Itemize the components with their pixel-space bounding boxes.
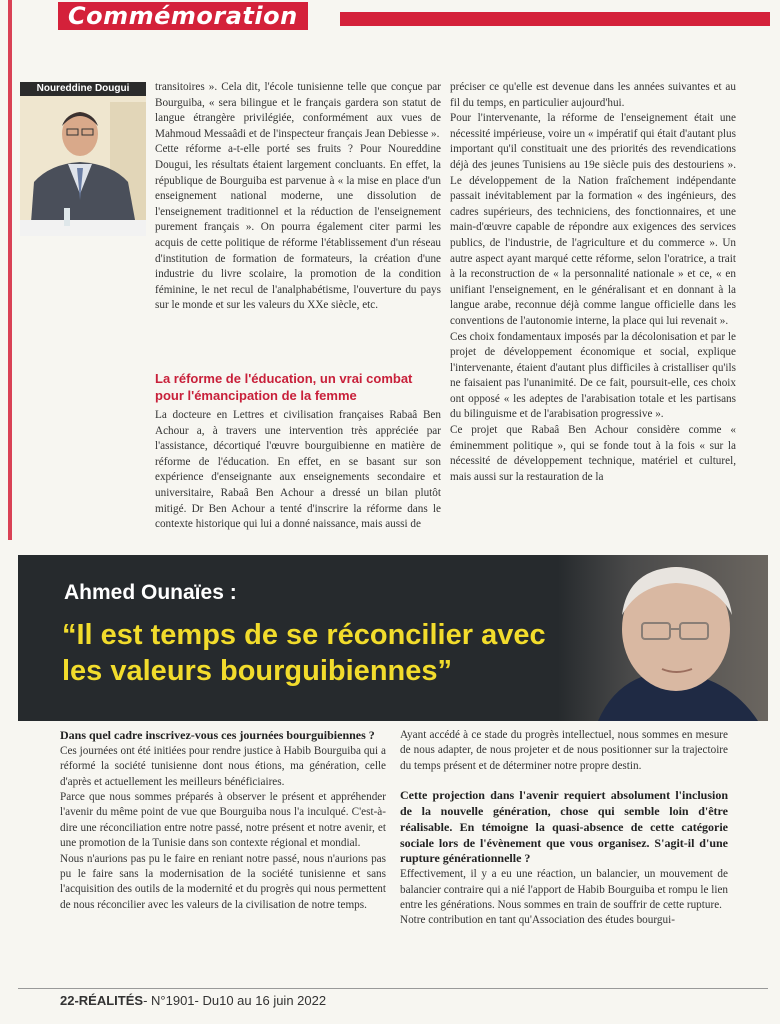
footer-rule [18, 988, 768, 989]
answer-paragraph: Effectivement, il y a eu une réaction, un balancier, un mouvement de balancier contraire qui a nié l'apport de Habib Bourguiba et rompu le lien entre les générations. Nous sommes en train de souffrir de cette rupture. [400, 868, 728, 912]
question: Dans quel cadre inscrivez-vous ces journées bourguibiennes ? [60, 728, 375, 742]
photo-caption: Noureddine Dougui [20, 82, 146, 96]
paragraph: Ces choix fondamentaux imposés par la décolonisation et par le projet de développement économique et social, explique l'intervenante, étaient d'autant plus difficiles à cristalliser qu'ils ne faisaient pas l'unanimité. De ce fait, poursuit-elle, ces choix ont opposé « les adeptes de l'arabisation totale et les partisans du bilinguisme et de l'arabisation progressive ». [450, 330, 736, 421]
page-number: 22- [60, 993, 79, 1008]
question: Cette projection dans l'avenir requiert absolument l'inclusion de la nouvelle génération, chose qui semble loin d'être réalisable. En témoigne la quasi-absence de cette catégorie sociale lors de l'évènement que vous organisez. S'agit-il d'une rupture générationnelle ? [400, 788, 728, 866]
paragraph: préciser ce qu'elle est devenue dans les années suivantes et au fil du temps, en particulier aujourd'hui. [450, 81, 736, 109]
speaker-photo [20, 82, 146, 236]
header-red-rule [340, 12, 770, 26]
magazine-name: RÉALITÉS [78, 993, 144, 1008]
interview-banner [18, 555, 768, 721]
article-column-1 [155, 80, 441, 314]
answer-paragraph: Notre contribution en tant qu'Association des études bourgui- [400, 914, 675, 927]
article-column-1-continued [155, 408, 441, 533]
speaker-photo-image [20, 82, 146, 236]
article-column-2 [450, 80, 736, 485]
issue-info: - N°1901- Du10 au 16 juin 2022 [143, 993, 327, 1008]
answer-paragraph: Nous n'aurions pas pu le faire en reniant notre passé, nous n'aurions pas pu le faire sans la modernisation de la société tunisienne et sans l'acquisition des outils de la modernité et du progrès qui nous permettent de nous réconcilier avec les valeurs de la civilisation de notre temps. [60, 852, 386, 911]
paragraph: transitoires ». Cela dit, l'école tunisienne telle que conçue par Bourguiba, « sera bilingue et le français gardera son statut de langue étrangère privilégiée, conformément aux vues de Mahmoud Messaâdi et de l'inspecteur français Jean Debiesse ». [155, 81, 441, 140]
left-margin-rule [8, 0, 12, 540]
paragraph: Cette réforme a-t-elle porté ses fruits ? Pour Noureddine Dougui, les résultats étaient largement concluants. En effet, la république de Bourguiba est parvenue à « la mise en place d'un enseignement national moderne, une dissolution de l'enseignement traditionnel et la réduction de l'enseignement purement français ». On pourra également citer parmi les acquis de cette politique de réforme l'établissement d'un réseau d'institution de formation de formateurs, la création d'une industrie du livre scolaire, la promotion de la condition féminine, le net recul de l'analphabétisme, l'ouverture du pays sur le monde et sur les valeurs du XXe siècle, etc. [155, 143, 441, 312]
subheading: La réforme de l'éducation, un vrai combat pour l'émancipation de la femme [155, 371, 413, 403]
headline-quote: “Il est temps de se réconcilier avec les valeurs bourguibiennes” [62, 619, 546, 687]
paragraph: Pour l'intervenante, la réforme de l'enseignement était une nécessité impérieuse, voire un « impératif qui était d'autant plus important qu'il constituait une des priorités des revendications déjà des jeunes Tunisiens au 19e siècle puis des destouriens ». Le développement de la Nation fraîchement indépendante passait inévitablement par la formation « des ingénieurs, des cadres supérieurs, des techniciens, des fonctionnaires, et une main-d'œuvre capable de répondre aux exigences des services publics, de l'industrie, de l'agriculture et du commerce ». Un autre aspect ayant marqué cette réforme, selon l'oratrice, a trait à la reconstruction de « la personnalité nationale » et ce, « en unifiant l'enseignement, en le généralisant et en donnant à la langue arabe, reconnue déjà comme langue officielle dans les conventions de l'autonomie interne, la place qui lui revenait ». [450, 112, 736, 327]
paragraph: La docteure en Lettres et civilisation françaises Rabaâ Ben Achour a, à travers une intervention très appréciée par l'assistance, décortiqué l'œuvre bourguibienne en matière de réforme de l'éducation. En effet, en se basant sur son expérience d'enseignante aux enseignements secondaire et universitaire, Rabaâ Ben Achour a dressé un bilan plutôt mitigé. Dr Ben Achour a tenté d'inscrire la réforme dans le contexte historique qui lui a donné naissance, mais aussi de [155, 409, 441, 531]
interview-column-right [400, 728, 728, 929]
interviewee-portrait [558, 555, 768, 721]
interview-column-left [60, 728, 386, 913]
answer-paragraph: Ayant accédé à ce stade du progrès intellectuel, nous sommes en mesure de nous adapter, de nous projeter et de nous positionner sur la trajectoire du temps présent et de déterminer notre propre destin. [400, 729, 728, 772]
interviewee-name: Ahmed Ounaïes : [64, 581, 237, 604]
page-footer [60, 993, 326, 1008]
answer-paragraph: Ces journées ont été initiées pour rendre justice à Habib Bourguiba qui a réformé la société tunisienne dont nous étions, ma génération, celle d'après et actuellement les meilleurs bénéficiaires. [60, 744, 386, 788]
section-title: Commémoration [58, 2, 308, 30]
paragraph: Ce projet que Rabaâ Ben Achour considère comme « éminemment politique », qui se fonde tout à la fois « sur la nécessité de développement technique, matériel et culturel, mais aussi sur la restauration de la [450, 424, 736, 483]
answer-paragraph: Parce que nous sommes préparés à observer le présent et appréhender l'avenir du même point de vue que Bourguiba nous l'a inculqué. C'est-à-dire une réconciliation entre notre passé, notre présent et notre avenir, et une promotion de la Tunisie dans son contexte régional et mondial. [60, 791, 386, 850]
